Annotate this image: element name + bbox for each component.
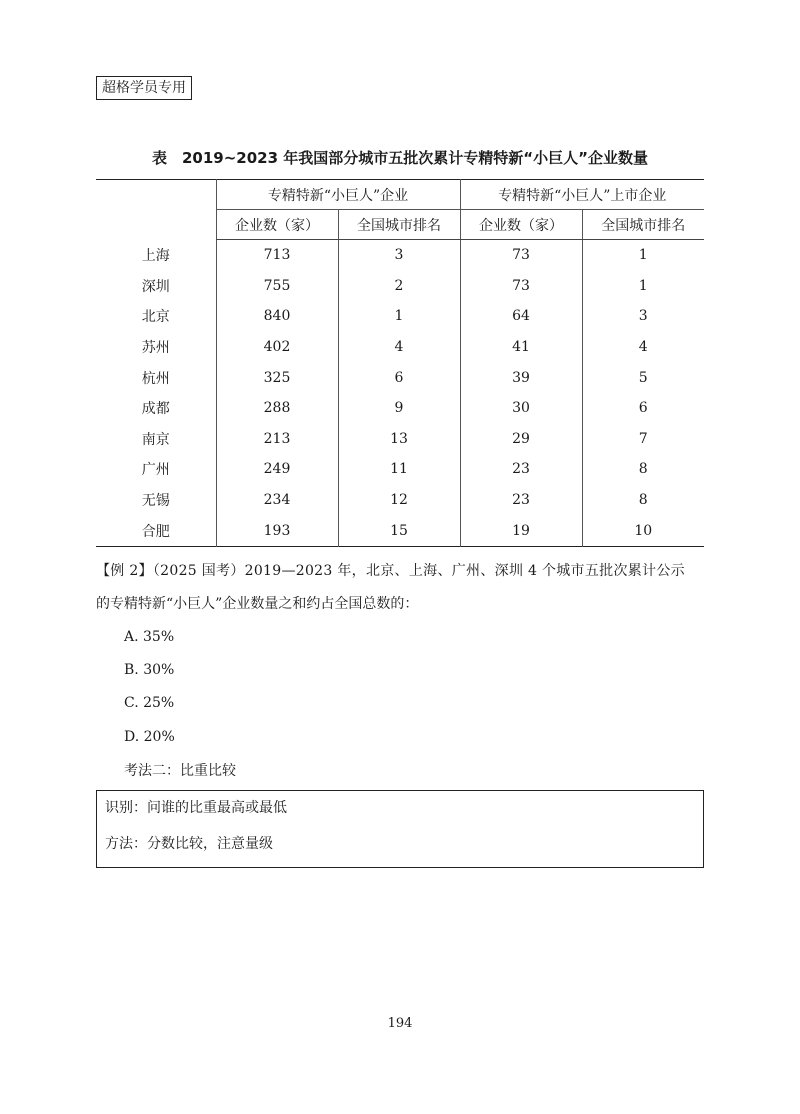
- sub-header-listed-count: 企业数（家）: [460, 210, 582, 240]
- listed-rank-cell: 8: [582, 454, 704, 485]
- count-cell: 325: [216, 362, 338, 393]
- listed-count-cell: 41: [460, 332, 582, 363]
- listed-count-cell: 23: [460, 454, 582, 485]
- method-identify: 识别：问谁的比重最高或最低: [105, 800, 287, 816]
- group-header-listed: 专精特新“小巨人”上市企业: [460, 180, 704, 210]
- rank-cell: 3: [338, 240, 460, 271]
- city-cell: 杭州: [141, 370, 170, 387]
- city-cell: 苏州: [141, 340, 170, 357]
- sub-header-rank: 全国城市排名: [338, 210, 460, 240]
- listed-count-cell: 39: [460, 362, 582, 393]
- option-c: C. 25%: [124, 695, 175, 711]
- rank-cell: 11: [338, 454, 460, 485]
- table-row: [96, 515, 704, 546]
- table-row: [96, 393, 704, 424]
- count-cell: 213: [216, 424, 338, 455]
- option-d: D. 20%: [124, 729, 175, 745]
- table-body: [96, 240, 704, 547]
- question-line-1: 【例 2】（2025 国考）2019—2023 年，北京、上海、广州、深圳 4 个城市五批次累计公示: [96, 563, 685, 579]
- table-row: [96, 424, 704, 455]
- listed-rank-cell: 6: [582, 393, 704, 424]
- table-row: [96, 362, 704, 393]
- rank-cell: 15: [338, 515, 460, 546]
- listed-rank-cell: 1: [582, 240, 704, 271]
- method-box: [96, 790, 704, 868]
- listed-count-cell: 19: [460, 515, 582, 546]
- city-cell: 上海: [141, 248, 170, 265]
- listed-rank-cell: 10: [582, 515, 704, 546]
- table-row: [96, 301, 704, 332]
- rank-cell: 9: [338, 393, 460, 424]
- city-cell: 成都: [141, 401, 170, 418]
- data-table: [96, 179, 704, 547]
- student-only-tag: 超格学员专用: [96, 76, 192, 100]
- count-cell: 249: [216, 454, 338, 485]
- question-line-2: 的专精特新“小巨人”企业数量之和约占全国总数的：: [96, 596, 419, 612]
- page-number: 194: [387, 1016, 413, 1031]
- group-header-little-giant: 专精特新“小巨人”企业: [216, 180, 460, 210]
- option-b: B. 30%: [124, 662, 175, 678]
- listed-count-cell: 73: [460, 271, 582, 302]
- sub-header-count: 企业数（家）: [216, 210, 338, 240]
- count-cell: 234: [216, 485, 338, 516]
- listed-count-cell: 29: [460, 424, 582, 455]
- listed-count-cell: 73: [460, 240, 582, 271]
- method-approach: 方法：分数比较，注意量级: [105, 836, 273, 852]
- count-cell: 402: [216, 332, 338, 363]
- city-cell: 北京: [141, 309, 170, 326]
- listed-count-cell: 30: [460, 393, 582, 424]
- table-title: 表 2019~2023 年我国部分城市五批次累计专精特新“小巨人”企业数量: [151, 149, 648, 167]
- city-cell: 合肥: [141, 523, 170, 540]
- listed-rank-cell: 1: [582, 271, 704, 302]
- listed-rank-cell: 3: [582, 301, 704, 332]
- corner-header: [96, 180, 216, 240]
- count-cell: 840: [216, 301, 338, 332]
- listed-rank-cell: 7: [582, 424, 704, 455]
- city-cell: 广州: [141, 462, 170, 479]
- count-cell: 193: [216, 515, 338, 546]
- rank-cell: 2: [338, 271, 460, 302]
- count-cell: 713: [216, 240, 338, 271]
- count-cell: 755: [216, 271, 338, 302]
- sub-header-listed-rank: 全国城市排名: [582, 210, 704, 240]
- table-row: [96, 454, 704, 485]
- table-row: [96, 332, 704, 363]
- listed-rank-cell: 8: [582, 485, 704, 516]
- rank-cell: 12: [338, 485, 460, 516]
- listed-rank-cell: 5: [582, 362, 704, 393]
- rank-cell: 4: [338, 332, 460, 363]
- listed-count-cell: 23: [460, 485, 582, 516]
- table-row: [96, 271, 704, 302]
- rank-cell: 13: [338, 424, 460, 455]
- table-row: [96, 485, 704, 516]
- section-title: 考法二：比重比较: [124, 763, 236, 779]
- table-row: [96, 240, 704, 271]
- listed-count-cell: 64: [460, 301, 582, 332]
- rank-cell: 6: [338, 362, 460, 393]
- city-cell: 深圳: [141, 278, 170, 295]
- rank-cell: 1: [338, 301, 460, 332]
- option-a: A. 35%: [124, 629, 175, 645]
- listed-rank-cell: 4: [582, 332, 704, 363]
- count-cell: 288: [216, 393, 338, 424]
- city-cell: 无锡: [141, 493, 170, 510]
- city-cell: 南京: [141, 431, 170, 448]
